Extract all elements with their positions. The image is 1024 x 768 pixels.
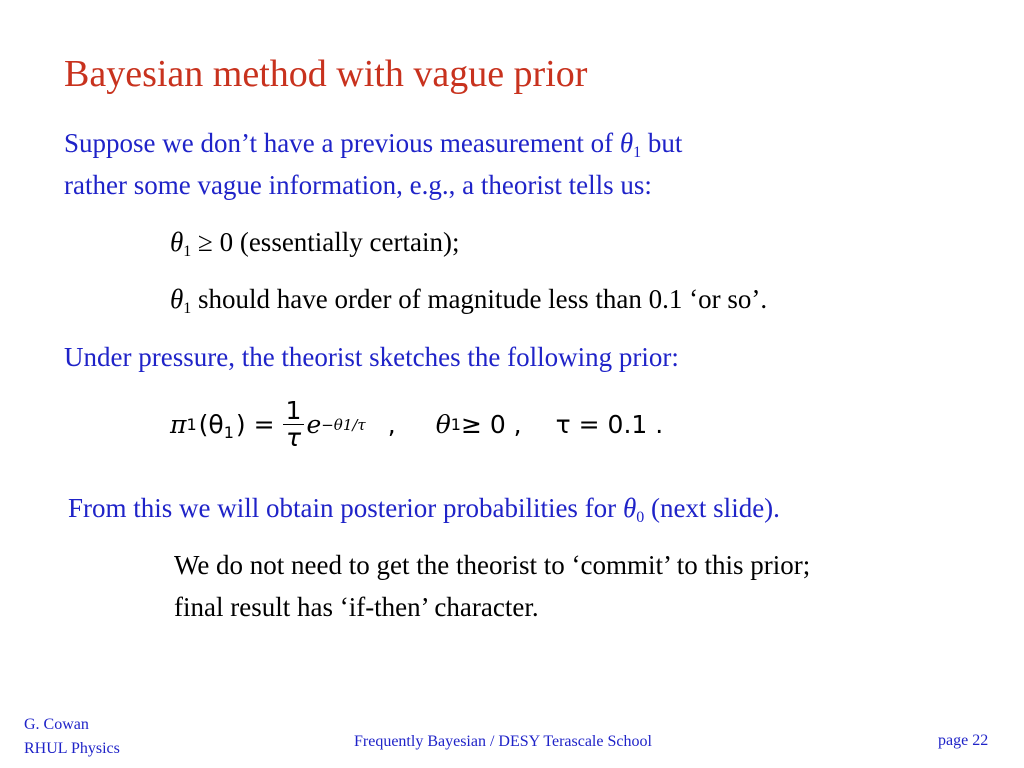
theta-symbol: θ (435, 410, 451, 440)
condition-text: ≥ 0 (essentially certain); (191, 227, 460, 257)
fraction-numerator: 1 (283, 398, 305, 425)
intro-text-b: but (641, 128, 683, 158)
commit-line-2: final result has ‘if-then’ character. (174, 592, 539, 622)
separator-comma: , (387, 410, 396, 440)
theta-symbol: θ (619, 128, 634, 158)
theta-subscript: 0 (636, 509, 645, 526)
posterior-text-b: (next slide). (644, 493, 780, 523)
fraction-denominator: τ (285, 423, 302, 453)
footer-center: Frequently Bayesian / DESY Terascale School (354, 733, 652, 750)
theta-symbol: θ (170, 227, 184, 257)
prior-condition-1 (170, 227, 460, 260)
posterior-line (68, 493, 780, 526)
theta-symbol: θ (170, 284, 184, 314)
intro-line-2: rather some vague information, e.g., a theorist tells us: (64, 170, 652, 200)
theta-subscript: 1 (183, 243, 192, 260)
theta-symbol: θ (622, 493, 637, 523)
footer-author: G. Cowan (24, 716, 89, 733)
prior-condition-2 (170, 284, 768, 317)
argument-open (198, 410, 234, 443)
theta-subscript: 1 (633, 144, 642, 161)
footer-affiliation: RHUL Physics (24, 740, 120, 757)
exp-base: e (306, 410, 322, 440)
condition-tau: τ = 0.1 . (555, 410, 664, 440)
prior-equation: π 1 ($\theta_1$ ) = $\frac{1}{\tau}$ e −θ1/τ , θ 1 ≥ 0 , τ = 0.1 . (170, 396, 664, 453)
intro-line-1 (64, 128, 683, 161)
argument-theta: (θ (198, 410, 224, 440)
fraction (283, 398, 305, 452)
intro-text-a: Suppose we don’t have a previous measurement of (64, 128, 620, 158)
equals-sign: ) = (235, 410, 275, 440)
argument-subscript: 1 (223, 423, 234, 443)
pi-symbol: π (170, 410, 187, 440)
condition-theta: ≥ 0 , (460, 410, 522, 440)
pressure-text: Under pressure, the theorist sketches the following prior: (64, 342, 679, 372)
posterior-text-a: From this we will obtain posterior probabilities for (68, 493, 623, 523)
slide-title: Bayesian method with vague prior (64, 53, 588, 95)
condition-text: should have order of magnitude less than 0.1 ‘or so’. (191, 284, 768, 314)
theta-subscript: 1 (183, 300, 192, 317)
footer-page-number: page 22 (938, 732, 989, 749)
commit-line-1: We do not need to get the theorist to ‘commit’ to this prior; (174, 550, 811, 580)
